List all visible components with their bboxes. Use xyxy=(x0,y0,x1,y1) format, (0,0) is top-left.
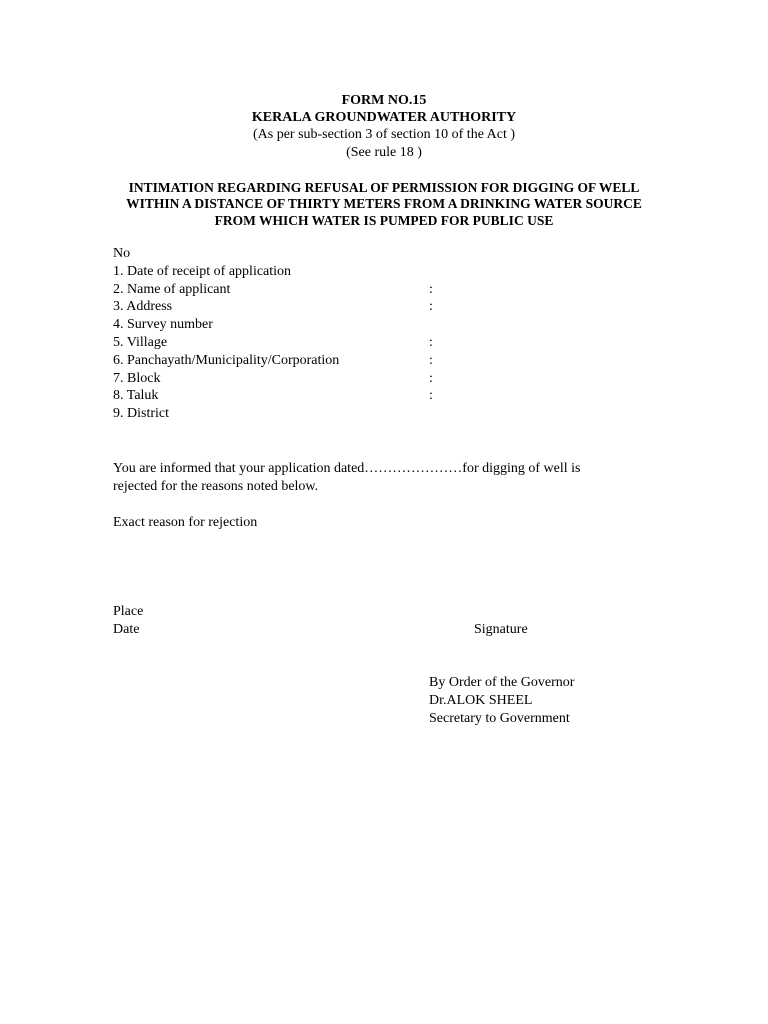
title-line-3: FROM WHICH WATER IS PUMPED FOR PUBLIC USE xyxy=(214,213,554,228)
field-label: 7. Block xyxy=(113,370,161,386)
field-row-panchayath xyxy=(113,352,673,370)
field-row-address xyxy=(113,298,673,316)
intimation-text-line-2: rejected for the reasons noted below. xyxy=(113,479,319,494)
intimation-text-line-1: You are informed that your application dated…………………for digging of well is xyxy=(113,461,581,476)
field-colon: : xyxy=(429,334,433,350)
field-row-village xyxy=(113,334,673,352)
field-colon: : xyxy=(429,388,433,404)
title-line-1: INTIMATION REGARDING REFUSAL OF PERMISSION FOR DIGGING OF WELL xyxy=(128,180,640,195)
place-label: Place xyxy=(113,604,144,619)
field-label: 4. Survey number xyxy=(113,317,213,333)
field-colon: : xyxy=(429,352,433,368)
field-row-district xyxy=(113,405,673,423)
field-row-date-of-receipt xyxy=(113,263,673,281)
form-number: FORM NO.15 xyxy=(341,93,427,108)
field-colon: : xyxy=(429,370,433,386)
officer-name: Dr.ALOK SHEEL xyxy=(429,693,533,708)
rule-reference: (See rule 18 ) xyxy=(346,145,422,160)
field-label: 3. Address xyxy=(113,299,173,315)
field-label: 2. Name of applicant xyxy=(113,281,231,297)
order-line: By Order of the Governor xyxy=(429,675,575,690)
field-label: 8. Taluk xyxy=(113,388,159,404)
field-label: 1. Date of receipt of application xyxy=(113,263,292,279)
field-row-block xyxy=(113,370,673,388)
field-row-no xyxy=(113,245,673,263)
field-row-taluk xyxy=(113,387,673,405)
field-row-survey-number xyxy=(113,316,673,334)
authority-name: KERALA GROUNDWATER AUTHORITY xyxy=(251,110,517,125)
title-line-2: WITHIN A DISTANCE OF THIRTY METERS FROM A DRINKING WATER SOURCE xyxy=(126,196,642,211)
field-label: No xyxy=(113,246,131,261)
field-colon: : xyxy=(429,299,433,315)
field-label: 5. Village xyxy=(113,334,168,350)
signature-label: Signature xyxy=(474,622,528,637)
field-colon: : xyxy=(429,281,433,297)
field-label: 6. Panchayath/Municipality/Corporation xyxy=(113,352,340,368)
officer-designation: Secretary to Government xyxy=(429,711,570,726)
rejection-reason-label: Exact reason for rejection xyxy=(113,515,258,530)
application-fields xyxy=(113,245,673,423)
field-row-name-of-applicant xyxy=(113,281,673,299)
field-label: 9. District xyxy=(113,406,169,422)
date-label: Date xyxy=(113,622,140,637)
sub-section-reference: (As per sub-section 3 of section 10 of the Act ) xyxy=(252,127,516,142)
